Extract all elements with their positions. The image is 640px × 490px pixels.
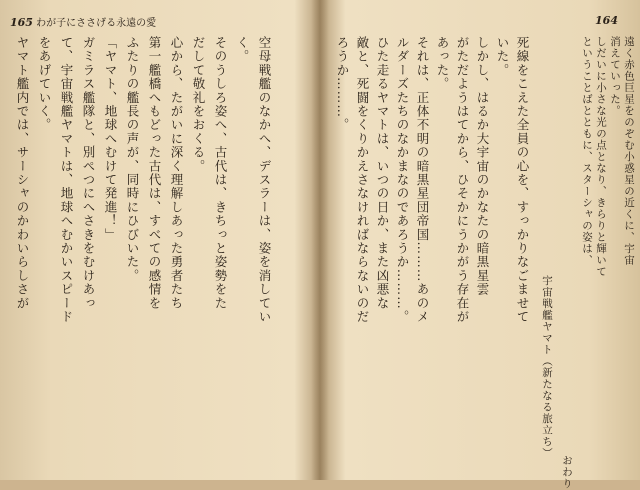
- left-text-line: 第一艦橋へもどった古代は、すべての感情を: [147, 36, 162, 310]
- left-text-line: 心から、たがいに深く理解しあった勇者たち: [169, 36, 184, 310]
- left-text-line: く。: [235, 36, 250, 64]
- left-text-line: をあげていく。: [37, 36, 52, 132]
- right-text-line: それは、正体不明の暗黒星団帝国………あのメ: [415, 36, 430, 324]
- right-text-line: いた。: [495, 36, 510, 78]
- right-text-line: ということばとともに、スターシャの姿は、: [581, 36, 593, 266]
- left-text-line: だして敬礼をおくる。: [191, 36, 206, 173]
- left-text-line: ヤマト艦内では、サーシャのかわいらしさが: [15, 36, 30, 310]
- caption: 宇宙戦艦ヤマト（新たなる旅立ち）: [541, 275, 553, 459]
- left-text-line: て、宇宙戦艦ヤマトは、地球へむかいスピード: [59, 36, 74, 324]
- right-text-line: しかし、はるか大宇宙のかなたの暗黒星雲: [475, 36, 490, 297]
- right-page-header: [595, 14, 618, 27]
- left-page-header: [10, 14, 156, 29]
- left-text-line: 「ヤマト、地球へむけて発進！」: [103, 36, 118, 242]
- right-text-line: しだいに小さな光の点となり、きらりと輝いて: [595, 36, 607, 278]
- running-title: わが子にささげる永遠の愛: [36, 18, 157, 29]
- left-text-line: ガミラス艦隊と、別ぺつにへさきをむけあっ: [81, 36, 96, 310]
- right-text-line: 死線をこえた全員の心を、すっかりなごませて: [515, 36, 530, 324]
- right-text-line: あった。: [435, 36, 450, 91]
- right-text-line: ろうか………。: [335, 36, 350, 132]
- right-text-line: 消えていった。: [609, 36, 621, 117]
- right-page-extra: [330, 0, 331, 1]
- right-text-line: 遠く赤色巨星をのぞむ小惑星の近くに、宇宙: [623, 36, 635, 266]
- right-text-line: ひた走るヤマトは、いつの日か、また凶悪な: [375, 36, 390, 310]
- right-page-number: 164: [595, 14, 618, 27]
- left-page-number: 165: [10, 16, 33, 29]
- right-text-line: がただようはてから、ひそかにうかがう存在が: [455, 36, 470, 324]
- right-page: [322, 0, 640, 490]
- left-text-line: 空母戦艦のなかへ、デスラーは、姿を消してい: [257, 36, 272, 324]
- left-text-line: ふたりの艦長の声が、同時にひびいた。: [125, 36, 140, 283]
- left-page: [0, 0, 318, 480]
- right-text-line: ルダーズたちのなかまなのであろうか………。: [395, 36, 410, 324]
- end-mark: おわり: [561, 455, 573, 490]
- right-text-line: 敵と、死闘をくりかえさなければならないのだ: [355, 36, 370, 324]
- left-text-line: そのうしろ姿へ、古代は、きちっと姿勢をた: [213, 36, 228, 310]
